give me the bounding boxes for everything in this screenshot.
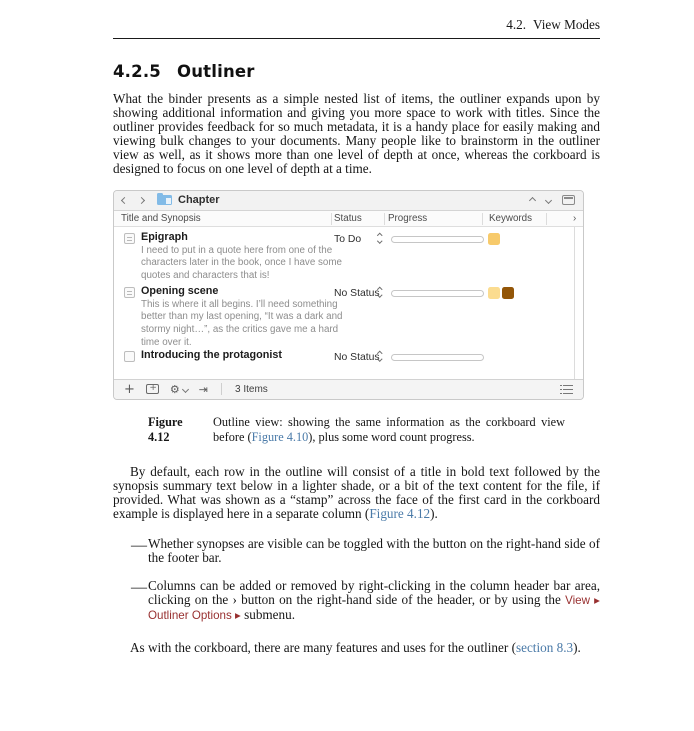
paragraph-text: By default, each row in the outline will consist of a title in bold text followed by the synopsis summary text below in a lighter shade, or a bit of the text content for the file, if provided. What was shown as a “stamp” across the face of the first card in the corkboard example is displayed here in a separate column (	[113, 463, 600, 522]
caption-text-after: ), plus some word count progress.	[308, 429, 475, 444]
footer-divider	[221, 383, 222, 395]
running-head-section-number: 4.2.	[506, 17, 527, 32]
progress-bar	[391, 236, 484, 243]
document-icon	[124, 287, 135, 298]
figure-4-12-link[interactable]: Figure 4.12	[369, 506, 431, 522]
menu-path-view-outliner-options: View ▸ Outliner Options ▸	[148, 593, 600, 622]
status-stepper[interactable]	[378, 234, 382, 243]
bullet-text-before: Columns can be added or removed by right-clicking in the column header bar area, clicking on the › button on the right-hand side of the header, or by using the	[148, 577, 600, 607]
outliner-header-bar	[114, 191, 583, 211]
column-progress[interactable]: Progress	[388, 212, 428, 224]
keyword-chip	[502, 287, 514, 299]
keyword-chips	[488, 287, 514, 299]
running-head-title: View Modes	[533, 17, 600, 32]
figure-caption	[148, 415, 600, 445]
running-head	[113, 0, 600, 39]
export-icon[interactable]: ⇥	[198, 382, 208, 396]
outliner-screenshot	[113, 190, 584, 400]
row-title: Epigraph	[141, 230, 188, 243]
row-synopsis: I need to put in a quote here from one of the characters later in the book, once I have some quotes and characters that is!	[141, 244, 342, 282]
column-keywords[interactable]: Keywords	[489, 212, 533, 224]
outline-row-opening-scene[interactable]	[114, 281, 583, 348]
figure-4-10-link[interactable]: Figure 4.10	[251, 429, 309, 444]
paragraph-text: ).	[573, 639, 581, 655]
outliner-footer-bar	[114, 379, 583, 399]
bullet-dash: —	[131, 578, 147, 596]
row-title: Opening scene	[141, 284, 219, 297]
document-icon	[124, 233, 135, 244]
progress-bar	[391, 354, 484, 361]
figure-label: Figure 4.12	[148, 414, 183, 444]
keyword-chips	[488, 233, 500, 245]
row-synopsis: This is where it all begins. I’ll need something better than my last opening, “It was a dark and stormy night…”, as the critics gave me a hard time over it.	[141, 298, 343, 348]
bullet-text-after: submenu.	[240, 606, 296, 622]
section-number: 4.2.5	[113, 62, 161, 81]
bullet-text	[148, 579, 600, 623]
status-value[interactable]: No Status	[334, 287, 380, 299]
action-menu-button[interactable]	[170, 384, 188, 395]
chevron-down-icon	[182, 386, 189, 393]
column-divider	[331, 213, 332, 225]
gear-icon: ⚙	[169, 382, 180, 396]
caption-text-before: Outline view: showing the same information as the corkboard view before (	[213, 414, 565, 444]
add-group-icon[interactable]	[146, 384, 159, 394]
intro-paragraph: What the binder presents as a simple nested list of items, the outliner expands upon by showing additional information and giving you more space to work with titles. Since the outliner provides feedback for so much metadata, it is a handy place for easily making and viewing bulk changes to your documents. Many people like to brainstorm in the outliner view as well, as it shows more than one level of depth at once, whereas the corkboard is designed to focus on one level of depth at a time.	[113, 91, 600, 177]
items-count: 3 Items	[235, 383, 268, 395]
column-divider	[482, 213, 483, 225]
header-view-toggle-icon[interactable]	[562, 195, 575, 205]
outliner-header-title: Chapter	[178, 194, 220, 207]
bullet-text: Whether synopses are visible can be toggled with the button on the right-hand side of the footer bar.	[148, 536, 600, 566]
add-item-button[interactable]: +	[124, 381, 135, 397]
keyword-chip	[488, 233, 500, 245]
status-stepper[interactable]	[378, 352, 382, 361]
blank-document-icon	[124, 351, 135, 362]
paragraph-text: ).	[430, 506, 438, 522]
bullet-item-columns	[131, 579, 600, 623]
outliner-rows	[114, 227, 583, 379]
bullet-dash: —	[131, 537, 147, 555]
paragraph-closing	[113, 641, 600, 655]
progress-bar	[391, 290, 484, 297]
more-columns-button[interactable]: ›	[573, 212, 577, 224]
back-chevron-icon[interactable]	[121, 197, 128, 204]
outline-row-epigraph[interactable]	[114, 227, 583, 281]
bullet-list	[113, 537, 600, 622]
status-value[interactable]: To Do	[334, 233, 362, 245]
bullet-item-synopses-toggle	[131, 537, 600, 565]
section-heading	[113, 62, 600, 81]
forward-chevron-icon[interactable]	[138, 197, 145, 204]
paragraph-text: As with the corkboard, there are many features and uses for the outliner (	[130, 639, 516, 655]
outline-row-introducing-the-protagonist[interactable]	[114, 345, 583, 373]
paragraph-default-rows	[113, 465, 600, 521]
column-status[interactable]: Status	[334, 212, 362, 224]
previous-document-icon[interactable]	[529, 197, 536, 204]
outliner-column-header[interactable]	[114, 211, 583, 227]
synopsis-toggle-icon[interactable]	[560, 385, 573, 394]
keyword-chip	[488, 287, 500, 299]
figure-caption-text	[213, 415, 565, 445]
status-value[interactable]: No Status	[334, 351, 380, 363]
row-title: Introducing the protagonist	[141, 348, 282, 361]
column-divider	[546, 213, 547, 225]
section-8-3-link[interactable]: section 8.3	[515, 639, 574, 655]
status-stepper[interactable]	[378, 288, 382, 297]
column-divider	[384, 213, 385, 225]
folder-icon	[157, 195, 172, 205]
section-title: Outliner	[176, 62, 255, 81]
column-title-and-synopsis[interactable]: Title and Synopsis	[121, 212, 201, 224]
next-document-icon[interactable]	[545, 197, 552, 204]
